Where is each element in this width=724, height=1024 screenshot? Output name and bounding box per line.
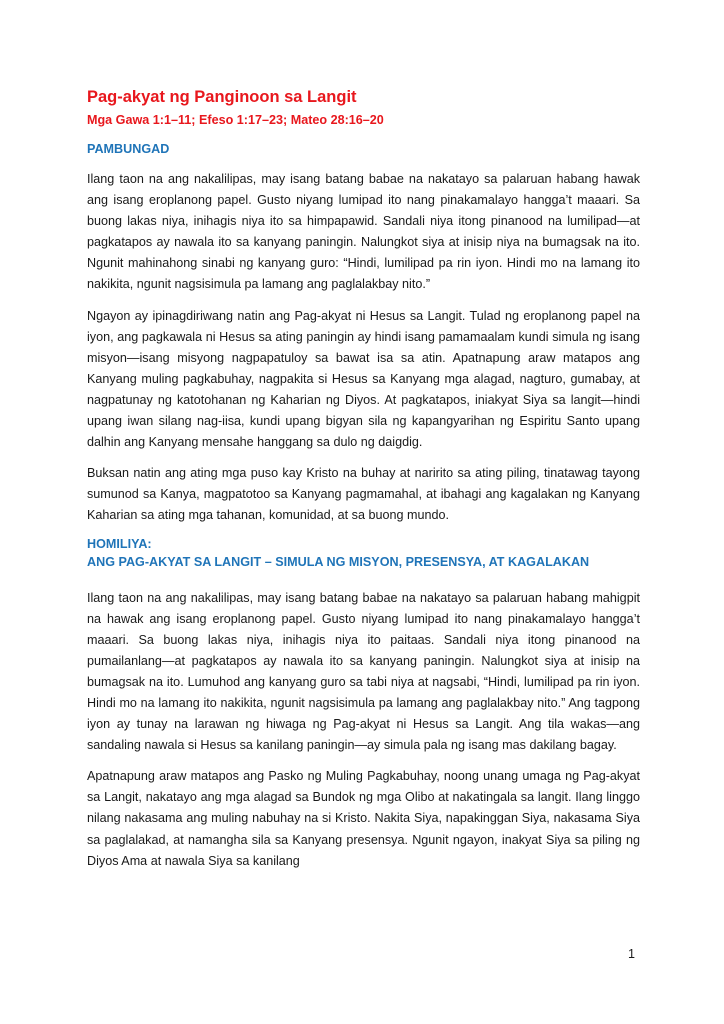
document-title: Pag-akyat ng Panginoon sa Langit xyxy=(87,88,357,106)
homily-paragraph-1: Ilang taon na ang nakalilipas, may isang batang babae na nakatayo sa palaruan habang mahigpit na hawak ang isang eroplanong papel. Gusto niyang lumipad ito nang pinakamalayo hangga’t maaari. Sa buong lakas niya, inihagis niya ito paitaas. Sandali niya itong pinanood na pumailanlang—at pagkatapos ay nawala ito sa kanyang paningin. Nalungkot siya at inisip na bumagsak na ito. Lumuhod ang kanyang guro sa tabi niya at nagsabi, “Hindi, lumilipad pa rin iyon. Hindi mo na lamang ito nakikita, ngunit nagsisimula pa lamang ang paglalakbay nito.” Ang tagpong iyon ay tunay na larawan ng hiwaga ng Pag-akyat ni Hesus sa Langit. Ang tila wakas—ang sandaling nawala si Hesus sa kanilang paningin—ay simula pala ng isang mas dakilang bagay. xyxy=(87,590,640,753)
document-body xyxy=(87,86,640,872)
intro-heading: PAMBUNGAD xyxy=(87,142,170,156)
intro-paragraph-2: Ngayon ay ipinagdiriwang natin ang Pag-akyat ni Hesus sa Langit. Tulad ng eroplanong papel na iyon, ang pagkawala ni Hesus sa ating paningin ay hindi isang pamamaalam kundi simula ng isang misyon—isang misyong nagpapatuloy sa bawat isa sa atin. Apatnapung araw matapos ang Kanyang muling pagkabuhay, nagpakita si Hesus sa Kanyang mga alagad, nagturo, gumabay, at nagpatunay ng katotohanan ng Kaharian ng Diyos. At pagkatapos, iniakyat Siya sa langit—hindi upang iwan silang nag-iisa, kundi upang bigyan sila ng kapangyarihan ng Espiritu Santo upang dalhin ang Kanyang mensahe hanggang sa dulo ng daigdig. xyxy=(87,308,640,450)
page-number: 1 xyxy=(628,947,636,961)
intro-paragraph-3: Buksan natin ang ating mga puso kay Kristo na buhay at naririto sa ating piling, tinatawag tayong sumunod sa Kanya, magpatotoo sa Kanyang pagmamahal, at ibahagi ang kagalakan ng Kanyang Kaharian sa ating mga tahanan, komunidad, at sa buong mundo. xyxy=(87,466,640,523)
homily-paragraph-2: Apatnapung araw matapos ang Pasko ng Muling Pagkabuhay, noong unang umaga ng Pag-akyat sa Langit, nakatayo ang mga alagad sa Bundok ng mga Olibo at nakatingala sa langit. Ilang linggo nilang nakasama ang muling nabuhay na si Kristo. Nakita Siya, napakinggan Siya, nakasama Siya sa paglalakad, at namangha sila sa Kanyang presensya. Ngunit ngayon, inakyat Siya sa piling ng Diyos Ama at nawala Siya sa kanilang xyxy=(87,769,640,868)
homily-subheading: ANG PAG-AKYAT SA LANGIT – SIMULA NG MISYON, PRESENSYA, AT KAGALAKAN xyxy=(87,554,590,569)
intro-paragraph-1: Ilang taon na ang nakalilipas, may isang batang babae na nakatayo sa palaruan habang hawak ang isang eroplanong papel. Gusto niyang lumipad ito nang pinakamalayo hangga’t maaari. Sa buong lakas niya, inihagis niya ito sa himpapawid. Sandali niya itong pinanood na lumilipad—at pagkatapos ay nawala ito sa kanyang paningin. Nalungkot siya at inisip niya na bumagsak na ito. Ngunit mahinahong sinabi ng kanyang guro: “Hindi, lumilipad pa rin iyon. Hindi mo na lamang ito nakikita, ngunit nagsisimula pa lamang ang paglalakbay nito.” xyxy=(87,172,640,292)
homily-heading: HOMILIYA: xyxy=(87,536,152,551)
readings-reference: Mga Gawa 1:1–11; Efeso 1:17–23; Mateo 28:16–20 xyxy=(87,113,384,127)
